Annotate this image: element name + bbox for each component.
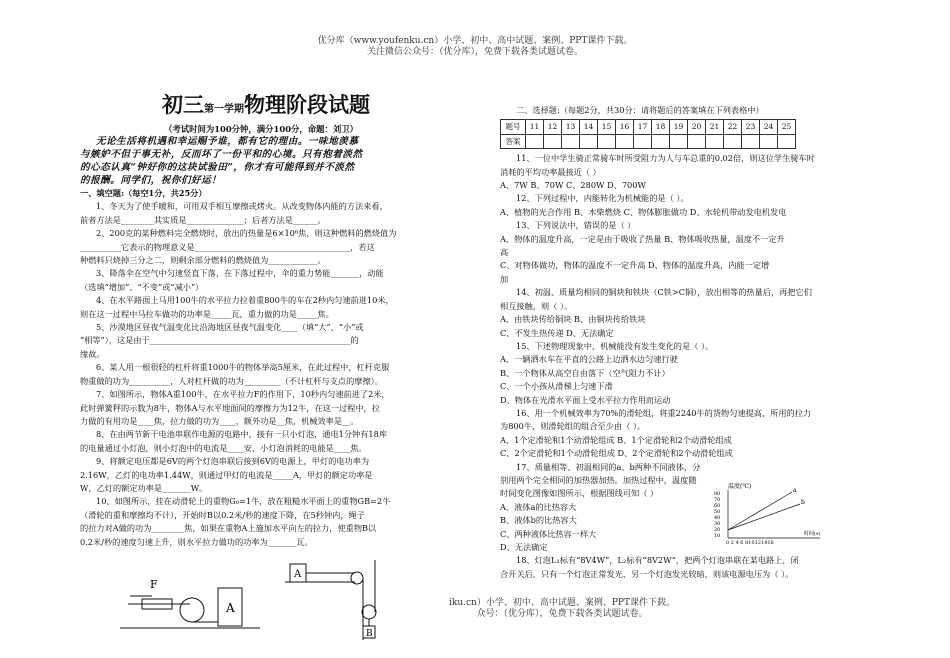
table-cell: 24 xyxy=(760,120,778,134)
fixed-pulley xyxy=(351,572,363,584)
question-line: 17、质量相等、初温相同的a、b两种不同液体，分 xyxy=(516,461,701,472)
table-row xyxy=(501,134,796,148)
question-line: 9、将额定电压都是6V的两个灯泡串联后接到6V的电源上，甲灯的电功率为 xyxy=(96,456,370,467)
label-a: A xyxy=(226,601,235,615)
label-line-a: a xyxy=(793,487,797,494)
footer-line-2: 众号：（优分库），免费下载各类试题试卷。 xyxy=(476,609,648,619)
option-line: C、对物体做功，物体的温度不一定升高 D、物体的温度升高，内能一定增 xyxy=(500,260,770,271)
option-line: A、1个定滑轮和1个动滑轮组成 B、1个定滑轮和2个动滑轮组成 xyxy=(500,434,732,445)
question-line: 缘故。 xyxy=(80,348,105,359)
question-line: 则在这一过程中马拉车做功的功率是_____瓦，重力做的功是_____焦。 xyxy=(80,308,334,319)
answer-cell[interactable] xyxy=(652,134,670,148)
table-cell: 22 xyxy=(724,120,742,134)
page-footer xyxy=(262,598,862,620)
table-cell: 21 xyxy=(706,120,724,134)
table-cell: 17 xyxy=(634,120,652,134)
question-line: 2.16W，乙灯的电功率1.44W，则通过甲灯的电流是_____A，甲灯的额定功率是 xyxy=(80,469,373,480)
question-line: 此时弹簧秤的示数为8牛，物体A与水平地面间的摩擦力为12牛，在这一过程中，拉 xyxy=(80,402,380,413)
table-cell: 14 xyxy=(580,120,598,134)
footer-line-1: iku.cn）小学、初中、高中试题、案例、PPT课件下载。 xyxy=(449,598,675,608)
question-line: W，乙灯的额定功率是_______W。 xyxy=(80,482,208,493)
page-title xyxy=(90,92,442,123)
header-line-1: 优分库（www.youfenku.cn）小学、初中、高中试题、案例、PPT课件下载。 xyxy=(317,36,633,46)
question-line: 11、一位中学生骑正常骑车时所受阻力为人与车总重的0.02倍，则这位学生骑车时 xyxy=(516,153,815,164)
question-line: 16、用一个机械效率为70%的滑轮组，将重2240牛的货物匀速提高，所用的拉力 xyxy=(516,407,812,418)
option-line: C、一个小孩从滑梯上匀速下滑 xyxy=(500,381,613,392)
y-tick: 20 xyxy=(714,527,721,533)
question-line: 种燃料只烧掉三分之二，则剩余部分燃料的燃烧值为____________。 xyxy=(80,255,326,266)
title-part-2: 物理阶段试题 xyxy=(244,92,370,117)
answer-cell[interactable] xyxy=(760,134,778,148)
answer-table xyxy=(500,119,796,149)
option-line: B、一个物体从高空自由落下（空气阻力不计） xyxy=(500,367,670,378)
figure-q7-pulley xyxy=(120,566,260,636)
table-cell: 16 xyxy=(616,120,634,134)
answer-cell[interactable] xyxy=(742,134,760,148)
answer-cell[interactable] xyxy=(598,134,616,148)
answer-cell[interactable] xyxy=(634,134,652,148)
question-line: 相互接触，则（ ）。 xyxy=(500,300,573,311)
table-cell: 12 xyxy=(544,120,562,134)
label-a: A xyxy=(294,569,302,580)
table-row xyxy=(501,120,796,134)
line-b xyxy=(728,504,800,530)
question-line: 物重做的功为__________，人对杠杆做的功为_________（不计杠杆与支点的摩擦）。 xyxy=(80,375,383,386)
question-line: __________它表示的物理意义是______________________________________，若这 xyxy=(80,241,375,252)
motto xyxy=(80,135,442,187)
table-cell: 19 xyxy=(670,120,688,134)
answer-cell[interactable] xyxy=(544,134,562,148)
option-line: A、物体的温度升高，一定是由于吸收了热量 B、物体吸收热量，温度不一定升 xyxy=(500,233,785,244)
question-line: 为800牛，则滑轮组的组合至少由（ ）。 xyxy=(500,421,646,432)
y-tick: 30 xyxy=(714,521,721,527)
option-line: 加 xyxy=(500,273,509,284)
question-line: 力做的有用功是____焦，拉力做的功为____，额外功是__焦，机械效率是__。 xyxy=(80,415,359,426)
table-cell: 25 xyxy=(778,120,796,134)
question-line: 的电量通过小灯泡，则小灯泡中的电流是____安，小灯泡消耗的电能是____焦。 xyxy=(80,442,367,453)
option-line: A、7W B、70W C、280W D、700W xyxy=(500,180,646,191)
option-line: C、2个定滑轮和1个动滑轮组成 D、2个定滑轮和2个动滑轮组成 xyxy=(500,448,733,459)
table-header: 题号 xyxy=(501,120,526,134)
table-cell: 20 xyxy=(688,120,706,134)
option-line: A、液体a的比热容大 xyxy=(500,501,577,512)
question-line: 7、如图所示，物体A重100牛，在水平拉力F的作用下，10秒内匀速前进了2米， xyxy=(96,389,390,400)
question-line: 15、下述物理现象中，机械能没有发生变化的是（ ）。 xyxy=(516,340,714,351)
question-line: 13、下列说法中，错误的是（ ） xyxy=(516,220,636,231)
question-line: 合开关后，只有一个灯泡正常发光，另一个灯泡发光较暗，则该电源电压为（ ）。 xyxy=(500,568,794,579)
answer-cell[interactable] xyxy=(688,134,706,148)
question-line: 时间变化图像如图所示，根据图线可知（ ） xyxy=(500,488,659,499)
question-line: 10、如图所示，挂在动滑轮上的重物G₀=1牛，放在粗糙水平面上的重物GB=2牛 xyxy=(96,496,391,507)
y-tick: 10 xyxy=(714,533,721,539)
option-line: B、液体b的比热容大 xyxy=(500,515,577,526)
option-line: 高 xyxy=(500,247,509,258)
answer-cell[interactable] xyxy=(724,134,742,148)
fill-in-questions xyxy=(80,200,442,549)
question-line: 6、某人用一根很轻的杠杆将重1000牛的物体举高5厘米，在此过程中，杠杆克服 xyxy=(96,362,390,373)
question-line: 0.2米/秒的速度匀速上升，则水平拉力做功的功率为_______瓦。 xyxy=(80,536,313,547)
label-b: B xyxy=(366,629,373,639)
motto-line: 与嫉妒不但于事无补，反而坏了一份平和的心境。只有抱着淡然 xyxy=(80,149,363,160)
pulley xyxy=(180,598,204,622)
question-line: 的拉力对A做的功为________焦，如果在重物A上施加水平向左的拉力，使重物B以 xyxy=(80,523,377,534)
question-line: 18、灯泡L₁标有“8V4W”，L₂标有“8V2W”，把两个灯泡串联在某电路上，闭 xyxy=(516,555,799,566)
table-cell: 13 xyxy=(562,120,580,134)
answer-cell[interactable] xyxy=(526,134,544,148)
question-line: 别用两个完全相同的加热器加热。加热过程中，温度随 xyxy=(500,474,697,485)
line-a xyxy=(728,492,792,530)
table-cell: 15 xyxy=(598,120,616,134)
motto-line: 的心态认真“钟好你的这块试验田”，你才有可能得到并不淡然 xyxy=(80,162,355,173)
label-line-b: b xyxy=(801,499,805,506)
table-cell: 11 xyxy=(526,120,544,134)
table-cell: 18 xyxy=(652,120,670,134)
question-line: （滑轮的重和摩擦均不计），开始时B以0.2米/秒的速度下降，在5秒钟内，绳子 xyxy=(80,509,365,520)
y-tick: 70 xyxy=(714,497,721,503)
section-fill-heading: 一、填空题:（每空1分，共25分） xyxy=(80,188,207,198)
question-line: （选填“增加”、“不变”或“减小”） xyxy=(80,281,204,292)
question-line: 1、冬天为了使手暖和，可用双手相互摩擦或烤火。从改变物体内能的方法来看， xyxy=(96,201,388,212)
title-part-1: 初三 xyxy=(162,92,204,117)
option-line: D、无法确定 xyxy=(500,542,548,552)
answer-cell[interactable] xyxy=(562,134,580,148)
question-line: 8、在由两节新干电池串联作电源的电路中，接有一只小灯泡，通电1分钟有18库 xyxy=(96,429,388,440)
option-line: C、两种液体比热容一样大 xyxy=(500,528,597,539)
question-line: 14、初温、质量均相同的铜块和铁块（C铁>C铜），放出相等的热量后，再把它们 xyxy=(516,287,812,298)
answer-cell[interactable] xyxy=(616,134,634,148)
y-tick: 60 xyxy=(714,503,721,509)
header-line-2: 关注微信公众号：（优分库），免费下载各类试题试卷。 xyxy=(366,47,583,57)
answer-cell[interactable] xyxy=(670,134,688,148)
section-choice-heading: 二、选择题:（每题2分，共30分：请将题后的答案填在下列表格中） xyxy=(516,105,764,115)
option-line: A、由铁块传给铜块 B、由铜块传给铁块 xyxy=(500,314,646,325)
option-line: A、一辆洒水车在平直的公路上边洒水边匀速行驶 xyxy=(500,354,678,365)
question-line: 消耗的平均功率最接近（ ） xyxy=(500,166,601,177)
page-header xyxy=(0,36,950,58)
y-tick: 50 xyxy=(714,509,721,515)
table-header: 答案 xyxy=(501,134,526,148)
question-line: 3、降落伞在空气中匀速竖直下落，在下落过程中，伞的重力势能_______，动能 xyxy=(96,268,384,279)
option-line: D、物体在光滑水平面上受水平拉力作用而运动 xyxy=(500,394,671,405)
question-line: “相等”），这是由于_________________________________________________的 xyxy=(80,335,359,346)
option-line: C、不发生热传递 D、无法确定 xyxy=(500,327,614,338)
answer-cell[interactable] xyxy=(706,134,724,148)
answer-cell[interactable] xyxy=(580,134,598,148)
question-line: 12、下列过程中，内能转化为机械能的是（ ）。 xyxy=(516,193,689,204)
question-line: 前者方法是________其实质是______________；后者方法是______。 xyxy=(80,214,326,225)
exam-subtitle: （考试时间为100分钟，满分100分，命题：刘卫） xyxy=(163,124,359,134)
question-line: 4、在水平路面上马用100牛的水平拉力拉着重800牛的车在2秒内匀速前进10米， xyxy=(96,295,394,306)
option-line: A、植物的光合作用 B、木柴燃烧 C、物体膨胀做功 D、水轮机带动发电机发电 xyxy=(500,206,787,217)
question-line: 2、200克的某种燃料完全燃烧时，放出的热量是6×10⁶焦，则这种燃料的燃烧值为 xyxy=(96,228,397,239)
y-tick: 80 xyxy=(714,491,721,497)
y-tick: 40 xyxy=(714,515,721,521)
motto-line: 的报酬。同学们，祝你们好运！ xyxy=(80,175,222,186)
label-f: F xyxy=(150,578,158,591)
x-ticks: 0 2 4 6 810121416 xyxy=(726,540,774,545)
figure-q17-graph xyxy=(700,480,840,545)
graph-xlabel: 时间(s) xyxy=(804,531,821,537)
answer-cell[interactable] xyxy=(778,134,796,148)
question-line: 5、沙漠地区昼夜气温变化比沿海地区昼夜气温变化____（填“大”、“小”或 xyxy=(96,322,364,333)
motto-line: 无论生活将机遇和幸运赐予谁，都有它的理由。一味地羡慕 xyxy=(96,136,359,147)
title-semester: 第一学期 xyxy=(204,104,244,115)
left-column xyxy=(80,92,442,549)
table-cell: 23 xyxy=(742,120,760,134)
graph-ylabel: 温度(℃) xyxy=(728,483,752,490)
